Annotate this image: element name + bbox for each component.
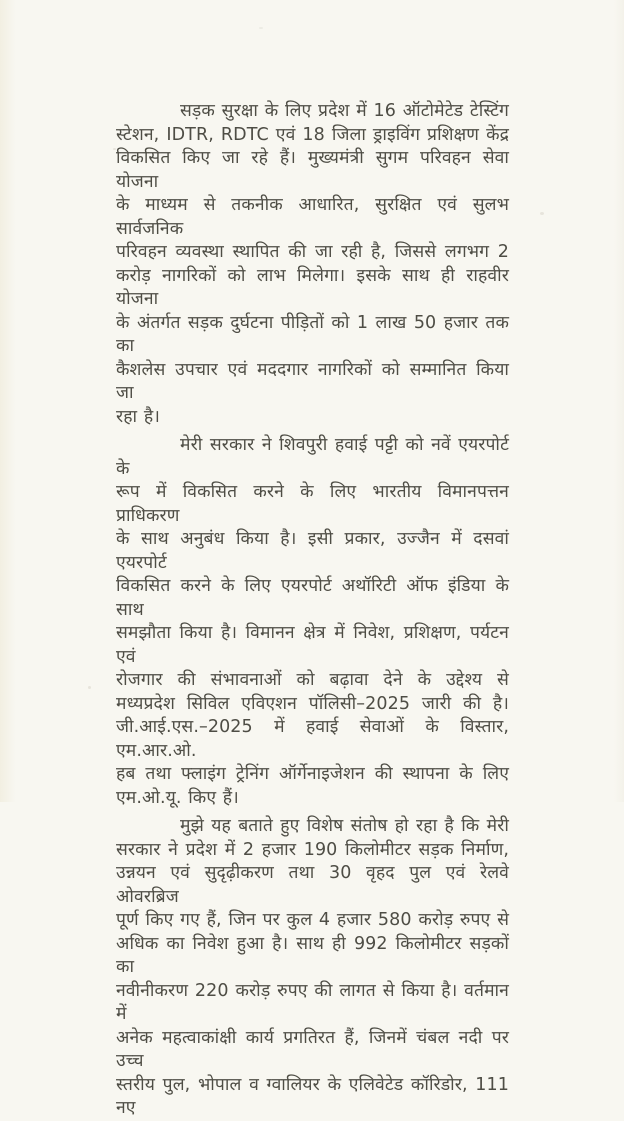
text-line: नवीनीकरण 220 करोड़ रुपए की लागत से किया है। वर्तमान में [116, 980, 509, 1024]
text-line: सड़क सुरक्षा के लिए प्रदेश में 16 ऑटोमेटेड टेस्टिंग [180, 101, 509, 121]
text-line: सरकार ने प्रदेश में 2 हजार 190 किलोमीटर सड़क निर्माण, [116, 839, 509, 860]
text-line: स्तरीय पुल, भोपाल व ग्वालियर के एलिवेटेड कॉरिडोर, 111 नए [116, 1074, 509, 1118]
text-line: एम.ओ.यू. किए हैं। [116, 787, 239, 808]
text-line: स्टेशन, IDTR, RDTC एवं 18 जिला ड्राइविंग प्रशिक्षण केंद्र [116, 124, 509, 145]
text-line: के अंतर्गत सड़क दुर्घटना पीड़ितों को 1 लाख 50 हजार तक का [116, 312, 509, 356]
text-line: के साथ अनुबंध किया है। इसी प्रकार, उज्जैन में दसवां एयरपोर्ट [116, 529, 509, 573]
scan-speck [259, 27, 263, 29]
text-line: मध्यप्रदेश सिविल एविएशन पॉलिसी–2025 जारी की है। [116, 693, 509, 714]
text-line: समझौता किया है। विमानन क्षेत्र में निवेश, प्रशिक्षण, पर्यटन एवं [116, 623, 509, 667]
text-line: विकसित किए जा रहे हैं। मुख्यमंत्री सुगम परिवहन सेवा योजना [116, 148, 509, 192]
text-line: मेरी सरकार ने शिवपुरी हवाई पट्टी को नवें एयरपोर्ट के [116, 435, 509, 479]
text-line: रूप में विकसित करने के लिए भारतीय विमानपत्तन प्राधिकरण [116, 482, 509, 526]
text-block [116, 100, 509, 1121]
text-line: के माध्यम से तकनीक आधारित, सुरक्षित एवं सुलभ सार्वजनिक [116, 195, 509, 239]
text-line: जी.आई.एस.–2025 में हवाई सेवाओं के विस्तार, एम.आर.ओ. [116, 717, 509, 761]
text-line: हब तथा फ्लाइंग ट्रेनिंग ऑर्गेनाइजेशन की स्थापना के लिए [116, 764, 509, 784]
text-line: उन्नयन एवं सुदृढ़ीकरण तथा 30 वृहद पुल एवं रेलवे ओवरब्रिज [116, 863, 509, 907]
text-line: रोजगार की संभावनाओं को बढ़ावा देने के उद्देश्य से [116, 670, 509, 690]
text-line: अनेक महत्वाकांक्षी कार्य प्रगतिरत हैं, जिनमें चंबल नदी पर उच्च [116, 1027, 509, 1071]
text-line: करोड़ नागरिकों को लाभ मिलेगा। इसके साथ ही राहवीर योजना [116, 265, 509, 309]
paragraph-road-construction [116, 815, 509, 1121]
paragraph-aviation [116, 434, 509, 810]
text-line: परिवहन व्यवस्था स्थापित की जा रही है, जिससे लगभग 2 [116, 242, 509, 262]
scan-speck [113, 148, 116, 150]
text-line: अधिक का निवेश हुआ है। साथ ही 992 किलोमीटर सड़कों का [116, 933, 509, 977]
text-line: मुझे यह बताते हुए विशेष संतोष हो रहा है कि मेरी [180, 816, 509, 836]
text-line: विकसित करने के लिए एयरपोर्ट अथॉरिटी ऑफ इंडिया के साथ [116, 576, 509, 620]
paragraph-road-safety [116, 100, 509, 429]
text-line: कैशलेस उपचार एवं मददगार नागरिकों को सम्मानित किया जा [116, 359, 509, 403]
scan-speck [540, 212, 544, 215]
text-line: पूर्ण किए गए हैं, जिन पर कुल 4 हजार 580 करोड़ रुपए से [116, 910, 509, 930]
scan-speck [88, 686, 91, 689]
text-line: रहा है। [116, 406, 160, 427]
